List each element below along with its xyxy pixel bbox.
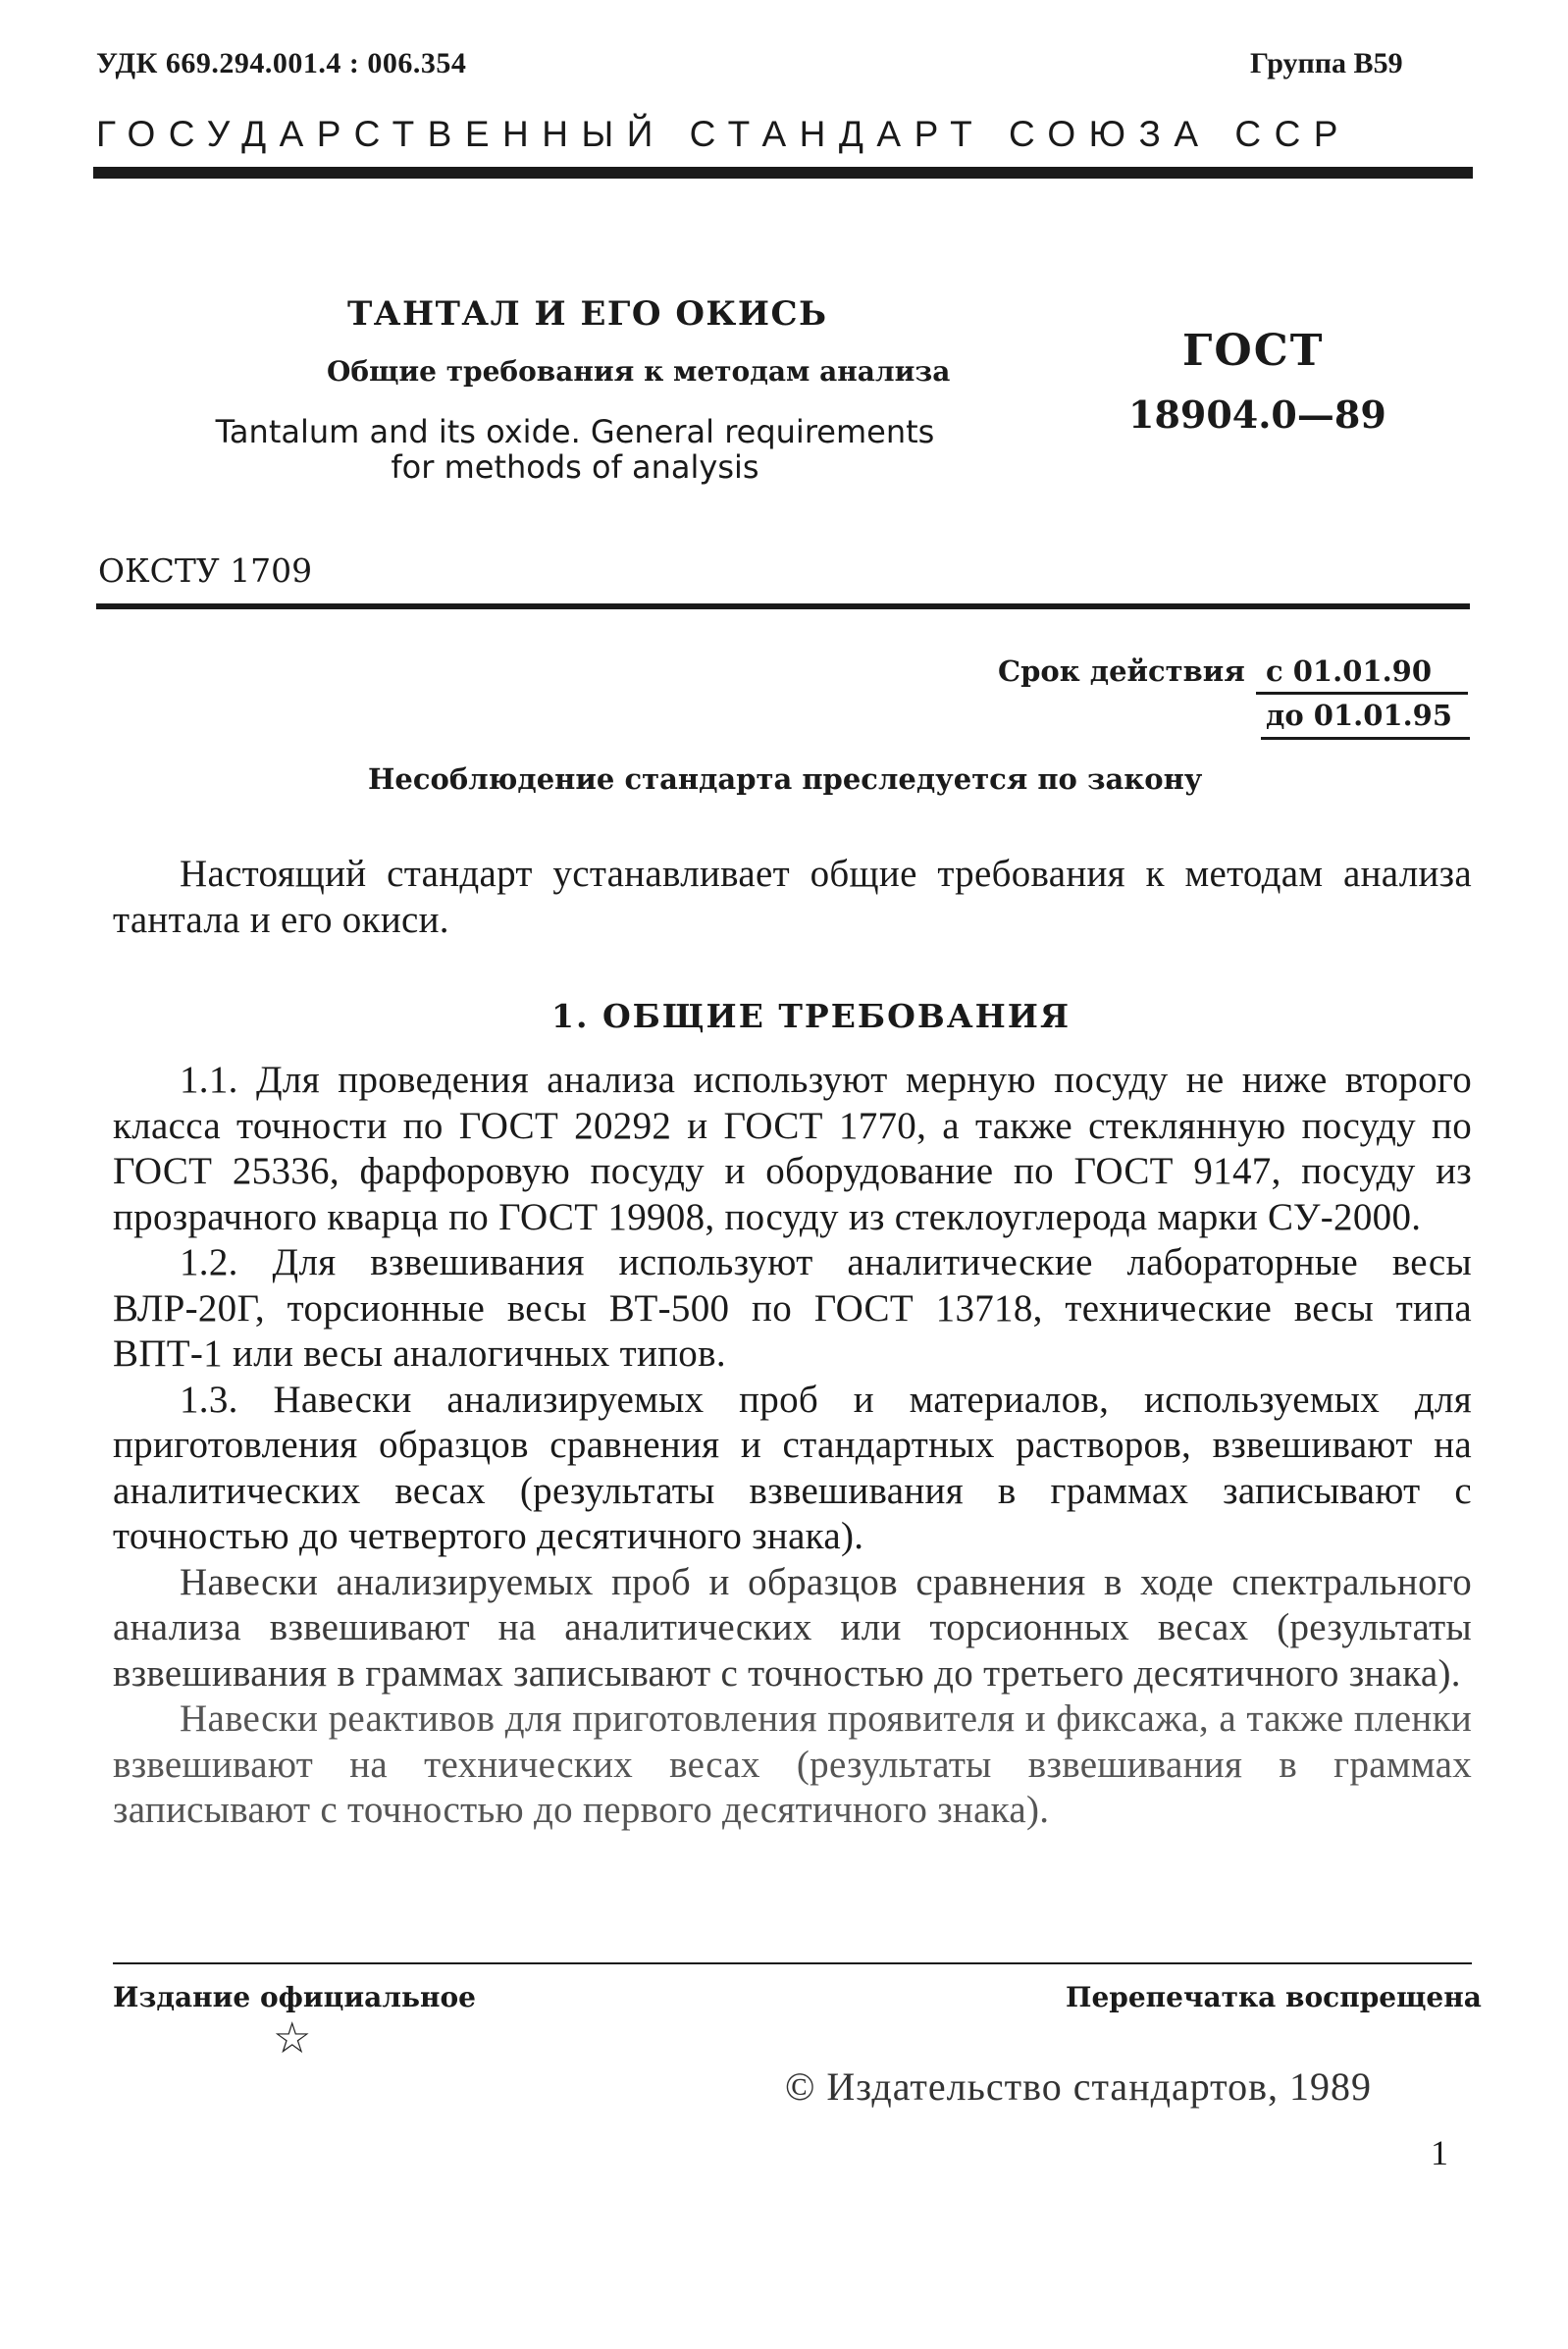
document-title: ТАНТАЛ И ЕГО ОКИСЬ (347, 294, 828, 334)
section-heading: 1. ОБЩИЕ ТРЕБОВАНИЯ (551, 997, 1071, 1035)
legal-notice: Несоблюдение стандарта преследуется по закону (368, 762, 1203, 796)
clause-1-2: 1.2. Для взвешивания используют аналитические лабораторные весы ВЛР-20Г, торсионные весы ВТ-500 по ГОСТ 13718, технические весы типа ВПТ-1 или весы аналогичных типов. (113, 1241, 1472, 1375)
footer-rule (113, 1962, 1472, 1964)
clauses-block (113, 1058, 1472, 1834)
gost-number: 18904.0—89 (1128, 392, 1386, 437)
validity-underline-2 (1261, 737, 1470, 740)
copyright: © Издательство стандартов, 1989 (785, 2064, 1373, 2109)
header-rule (93, 167, 1473, 179)
intro-paragraph (113, 852, 1472, 943)
validity-from: с 01.01.90 (1266, 654, 1433, 688)
clause-1-3-paragraph-2: Навески анализируемых проб и образцов сравнения в ходе спектрального анализа взвешивают на аналитических или торсионных весах (результаты взвешивания в граммах записывают с точностью до третьего десятичного знака). (113, 1560, 1472, 1695)
star-icon: ☆ (273, 2013, 312, 2063)
english-title (192, 414, 958, 485)
group-code: Группа В59 (1250, 47, 1403, 79)
clause-1-1: 1.1. Для проведения анализа используют мерную посуду не ниже второго класса точности по ГОСТ 20292 и ГОСТ 1770, а также стеклянную посуду по ГОСТ 25336, фарфоровую посуду и оборудование по ГОСТ 9147, посуду из прозрачного кварца по ГОСТ 19908, посуду из стеклоуглерода марки СУ-2000. (113, 1059, 1472, 1238)
intro-text: Настоящий стандарт устанавливает общие требования к методам анализа тантала и его окиси. (113, 853, 1472, 941)
reprint-notice: Перепечатка воспрещена (1066, 1981, 1482, 2013)
title-rule (96, 603, 1470, 609)
clause-1-3-paragraph-3: Навески реактивов для приготовления проявителя и фиксажа, а также пленки взвешивают на технических весах (результаты взвешивания в граммах записывают с точностью до первого десятичного знака). (113, 1697, 1472, 1831)
clause-1-3: 1.3. Навески анализируемых проб и материалов, используемых для приготовления образцов сравнения и стандартных растворов, взвешивают на аналитических весах (результаты взвешивания в граммах записывают с точностью до четвертого десятичного знака). (113, 1378, 1472, 1557)
document-subtitle: Общие требования к методам анализа (327, 355, 951, 388)
english-title-line-2: for methods of analysis (391, 448, 759, 486)
validity-label: Срок действия (998, 654, 1245, 688)
okstu-code: ОКСТУ 1709 (98, 551, 313, 590)
udk-code: УДК 669.294.001.4 : 006.354 (96, 47, 467, 79)
page-number: 1 (1431, 2133, 1448, 2172)
validity-to: до 01.01.95 (1266, 699, 1453, 732)
state-standard-banner: ГОСУДАРСТВЕННЫЙ СТАНДАРТ СОЮЗА ССР (96, 114, 1351, 154)
edition-label: Издание официальное (113, 1981, 476, 2013)
english-title-line-1: Tantalum and its oxide. General requirements (215, 413, 935, 450)
gost-label: ГОСТ (1182, 326, 1325, 376)
validity-underline-1 (1256, 692, 1468, 695)
